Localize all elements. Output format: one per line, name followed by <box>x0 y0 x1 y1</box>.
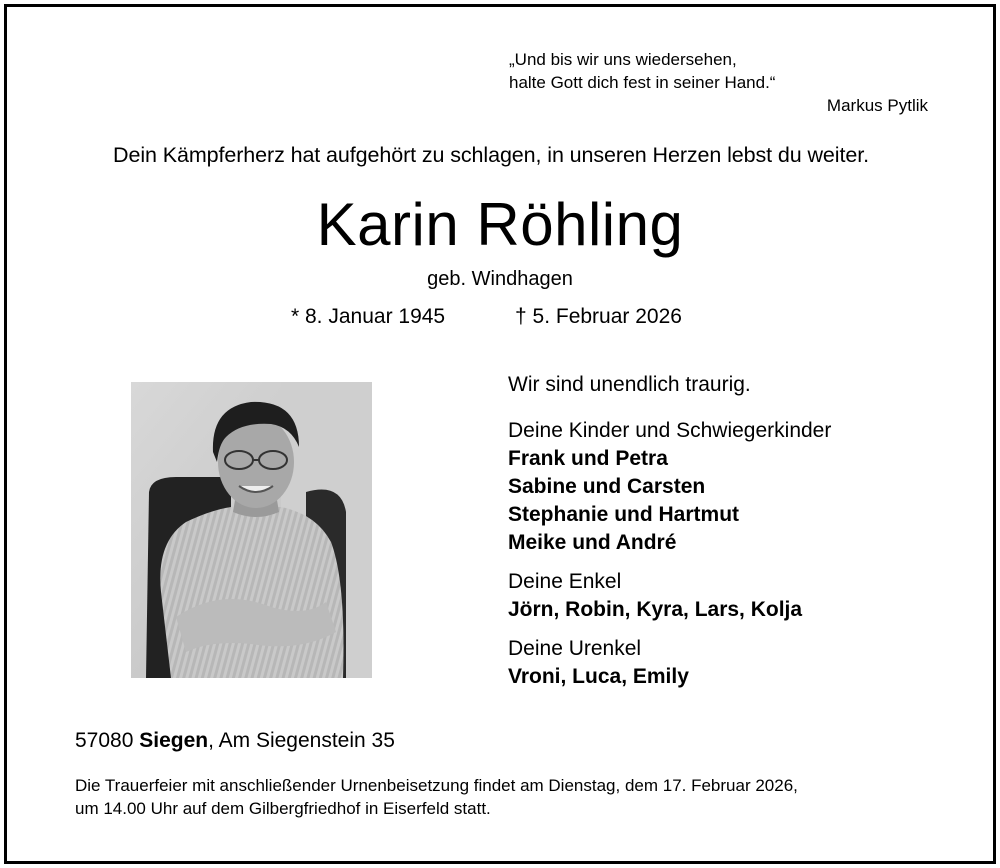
maiden-name: geb. Windhagen <box>427 268 573 290</box>
grandchildren-names: Jörn, Robin, Kyra, Lars, Kolja <box>508 598 803 621</box>
address <box>75 729 395 753</box>
ceremony-line: Die Trauerfeier mit anschließender Urnenbeisetzung findet am Dienstag, dem 17. Februar 2026, <box>75 776 798 795</box>
quote-line: halte Gott dich fest in seiner Hand.“ <box>509 73 776 92</box>
intro-text: Dein Kämpferherz hat aufgehört zu schlagen, in unseren Herzen lebst du weiter. <box>113 143 869 167</box>
deceased-name: Karin Röhling <box>316 191 684 258</box>
address-zip: 57080 <box>75 729 134 752</box>
death-date: † 5. Februar 2026 <box>515 305 682 328</box>
sad-line: Wir sind unendlich traurig. <box>508 373 751 396</box>
great-grandchildren-heading: Deine Urenkel <box>508 637 642 660</box>
children-names: Meike und André <box>508 531 677 554</box>
children-names: Stephanie und Hartmut <box>508 503 740 526</box>
portrait-photo <box>131 382 372 678</box>
address-city: Siegen <box>139 729 209 752</box>
children-names: Frank und Petra <box>508 447 668 470</box>
children-names: Sabine und Carsten <box>508 475 706 498</box>
grandchildren-heading: Deine Enkel <box>508 570 622 593</box>
address-street: , Am Siegenstein 35 <box>208 729 395 752</box>
birth-date: * 8. Januar 1945 <box>291 305 446 328</box>
ceremony-line: um 14.00 Uhr auf dem Gilbergfriedhof in Eiserfeld statt. <box>75 799 491 818</box>
great-grandchildren-names: Vroni, Luca, Emily <box>508 665 689 688</box>
children-heading: Deine Kinder und Schwiegerkinder <box>508 419 832 442</box>
ceremony-info <box>75 774 955 820</box>
quote <box>509 48 929 94</box>
quote-author: Markus Pytlik <box>826 96 928 115</box>
quote-line: „Und bis wir uns wiedersehen, <box>509 50 737 69</box>
